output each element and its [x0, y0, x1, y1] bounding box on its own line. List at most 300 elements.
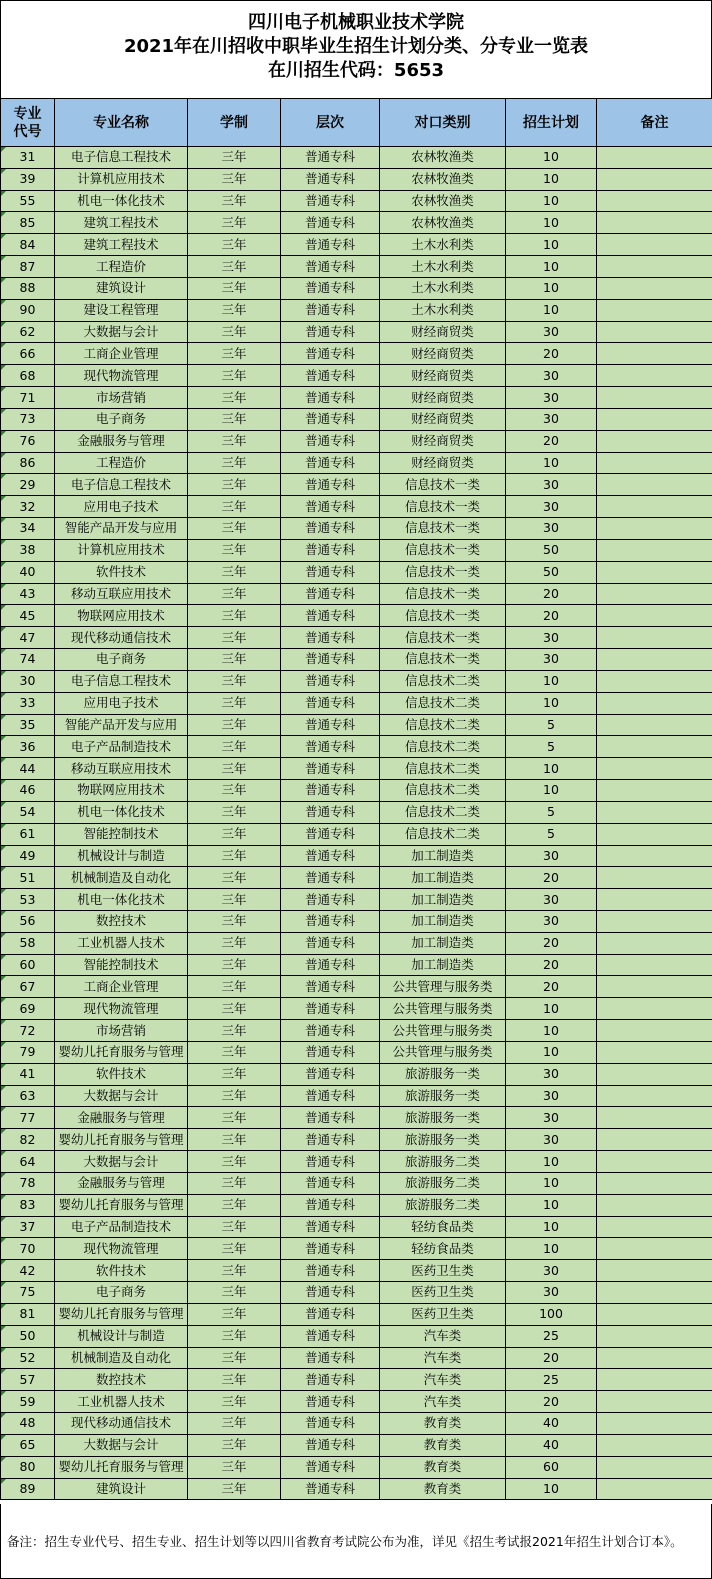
category-cell: 加工制造类: [380, 932, 506, 954]
plan-cell: 20: [506, 954, 597, 976]
plan-cell: 20: [506, 932, 597, 954]
duration-cell: 三年: [188, 365, 281, 387]
code-cell: 90: [1, 299, 55, 321]
category-cell: 信息技术一类: [380, 561, 506, 583]
duration-cell: 三年: [188, 780, 281, 802]
major-cell: 工业机器人技术: [55, 932, 188, 954]
code-cell: 87: [1, 256, 55, 278]
code-cell: 61: [1, 823, 55, 845]
duration-cell: 三年: [188, 627, 281, 649]
major-cell: 建筑工程技术: [55, 212, 188, 234]
category-cell: 汽车类: [380, 1347, 506, 1369]
category-cell: 信息技术二类: [380, 823, 506, 845]
remark-cell: [597, 408, 712, 430]
duration-cell: 三年: [188, 190, 281, 212]
table-row: [1, 1478, 712, 1500]
table-row: [1, 321, 712, 343]
duration-cell: 三年: [188, 343, 281, 365]
remark-cell: [597, 736, 712, 758]
remark-cell: [597, 539, 712, 561]
plan-cell: 30: [506, 627, 597, 649]
title-block: [0, 0, 712, 98]
remark-cell: [597, 1020, 712, 1042]
table-row: [1, 343, 712, 365]
table-row: [1, 1260, 712, 1282]
duration-cell: 三年: [188, 1216, 281, 1238]
duration-cell: 三年: [188, 518, 281, 540]
remark-cell: [597, 1194, 712, 1216]
table-row: [1, 932, 712, 954]
table-row: [1, 845, 712, 867]
major-cell: 电子产品制造技术: [55, 736, 188, 758]
remark-cell: [597, 692, 712, 714]
header-category: 对口类别: [380, 99, 506, 147]
level-cell: 普通专科: [281, 518, 380, 540]
plan-cell: 25: [506, 1325, 597, 1347]
table-row: [1, 1369, 712, 1391]
code-cell: 33: [1, 692, 55, 714]
remark-cell: [597, 343, 712, 365]
category-cell: 土木水利类: [380, 277, 506, 299]
duration-cell: 三年: [188, 954, 281, 976]
code-cell: 48: [1, 1413, 55, 1435]
plan-cell: 10: [506, 1478, 597, 1500]
duration-cell: 三年: [188, 452, 281, 474]
level-cell: 普通专科: [281, 998, 380, 1020]
major-cell: 应用电子技术: [55, 496, 188, 518]
category-cell: 农林牧渔类: [380, 168, 506, 190]
remark-cell: [597, 780, 712, 802]
duration-cell: 三年: [188, 583, 281, 605]
level-cell: 普通专科: [281, 714, 380, 736]
major-cell: 建设工程管理: [55, 299, 188, 321]
level-cell: 普通专科: [281, 932, 380, 954]
level-cell: 普通专科: [281, 649, 380, 671]
duration-cell: 三年: [188, 889, 281, 911]
remark-cell: [597, 1434, 712, 1456]
duration-cell: 三年: [188, 692, 281, 714]
level-cell: 普通专科: [281, 780, 380, 802]
remark-cell: [597, 1369, 712, 1391]
level-cell: 普通专科: [281, 299, 380, 321]
duration-cell: 三年: [188, 1456, 281, 1478]
code-cell: 67: [1, 976, 55, 998]
level-cell: 普通专科: [281, 343, 380, 365]
duration-cell: 三年: [188, 408, 281, 430]
header-duration: 学制: [188, 99, 281, 147]
duration-cell: 三年: [188, 1347, 281, 1369]
remark-cell: [597, 976, 712, 998]
table-row: [1, 1085, 712, 1107]
plan-cell: 30: [506, 1085, 597, 1107]
major-cell: 现代物流管理: [55, 1238, 188, 1260]
plan-cell: 10: [506, 1041, 597, 1063]
remark-cell: [597, 277, 712, 299]
category-cell: 信息技术一类: [380, 649, 506, 671]
level-cell: 普通专科: [281, 1063, 380, 1085]
code-cell: 63: [1, 1085, 55, 1107]
header-remark: 备注: [597, 99, 712, 147]
duration-cell: 三年: [188, 1369, 281, 1391]
level-cell: 普通专科: [281, 1151, 380, 1173]
duration-cell: 三年: [188, 1107, 281, 1129]
table-row: [1, 954, 712, 976]
remark-cell: [597, 1478, 712, 1500]
remark-cell: [597, 998, 712, 1020]
plan-cell: 10: [506, 780, 597, 802]
plan-cell: 30: [506, 408, 597, 430]
duration-cell: 三年: [188, 561, 281, 583]
remark-cell: [597, 1282, 712, 1304]
plan-cell: 10: [506, 452, 597, 474]
table-row: [1, 1151, 712, 1173]
table-row: [1, 670, 712, 692]
duration-cell: 三年: [188, 649, 281, 671]
category-cell: 信息技术二类: [380, 801, 506, 823]
code-cell: 45: [1, 605, 55, 627]
category-cell: 信息技术二类: [380, 692, 506, 714]
table-row: [1, 561, 712, 583]
table-row: [1, 147, 712, 169]
table-row: [1, 430, 712, 452]
level-cell: 普通专科: [281, 1347, 380, 1369]
major-cell: 工商企业管理: [55, 343, 188, 365]
plan-cell: 10: [506, 299, 597, 321]
category-cell: 公共管理与服务类: [380, 998, 506, 1020]
remark-cell: [597, 1063, 712, 1085]
plan-cell: 30: [506, 474, 597, 496]
duration-cell: 三年: [188, 496, 281, 518]
major-cell: 计算机应用技术: [55, 539, 188, 561]
level-cell: 普通专科: [281, 758, 380, 780]
category-cell: 土木水利类: [380, 256, 506, 278]
table-body: [1, 147, 712, 1500]
plan-cell: 10: [506, 670, 597, 692]
table-row: [1, 539, 712, 561]
category-cell: 汽车类: [380, 1325, 506, 1347]
major-cell: 物联网应用技术: [55, 780, 188, 802]
plan-cell: 10: [506, 147, 597, 169]
major-cell: 智能控制技术: [55, 823, 188, 845]
code-cell: 41: [1, 1063, 55, 1085]
level-cell: 普通专科: [281, 147, 380, 169]
duration-cell: 三年: [188, 1041, 281, 1063]
code-cell: 34: [1, 518, 55, 540]
plan-cell: 30: [506, 496, 597, 518]
major-cell: 大数据与会计: [55, 1151, 188, 1173]
major-cell: 婴幼儿托育服务与管理: [55, 1303, 188, 1325]
code-cell: 73: [1, 408, 55, 430]
duration-cell: 三年: [188, 976, 281, 998]
plan-cell: 30: [506, 1063, 597, 1085]
table-row: [1, 256, 712, 278]
duration-cell: 三年: [188, 256, 281, 278]
level-cell: 普通专科: [281, 1107, 380, 1129]
plan-cell: 20: [506, 976, 597, 998]
level-cell: 普通专科: [281, 801, 380, 823]
major-cell: 移动互联应用技术: [55, 583, 188, 605]
remark-cell: [597, 365, 712, 387]
level-cell: 普通专科: [281, 845, 380, 867]
table-row: [1, 867, 712, 889]
duration-cell: 三年: [188, 845, 281, 867]
duration-cell: 三年: [188, 1391, 281, 1413]
remark-cell: [597, 190, 712, 212]
code-cell: 53: [1, 889, 55, 911]
major-cell: 电子商务: [55, 1282, 188, 1304]
duration-cell: 三年: [188, 823, 281, 845]
remark-cell: [597, 627, 712, 649]
table-row: [1, 452, 712, 474]
major-cell: 智能控制技术: [55, 954, 188, 976]
remark-cell: [597, 256, 712, 278]
code-cell: 78: [1, 1172, 55, 1194]
remark-cell: [597, 1107, 712, 1129]
plan-cell: 5: [506, 801, 597, 823]
duration-cell: 三年: [188, 1238, 281, 1260]
table-row: [1, 408, 712, 430]
category-cell: 土木水利类: [380, 234, 506, 256]
category-cell: 加工制造类: [380, 954, 506, 976]
table-row: [1, 299, 712, 321]
remark-cell: [597, 758, 712, 780]
major-cell: 市场营销: [55, 387, 188, 409]
plan-cell: 20: [506, 583, 597, 605]
remark-cell: [597, 714, 712, 736]
category-cell: 农林牧渔类: [380, 147, 506, 169]
duration-cell: 三年: [188, 168, 281, 190]
level-cell: 普通专科: [281, 627, 380, 649]
table-row: [1, 649, 712, 671]
level-cell: 普通专科: [281, 496, 380, 518]
major-cell: 电子信息工程技术: [55, 670, 188, 692]
remark-cell: [597, 1303, 712, 1325]
header-level: 层次: [281, 99, 380, 147]
category-cell: 财经商贸类: [380, 408, 506, 430]
plan-cell: 30: [506, 910, 597, 932]
level-cell: 普通专科: [281, 736, 380, 758]
level-cell: 普通专科: [281, 365, 380, 387]
table-row: [1, 1456, 712, 1478]
category-cell: 信息技术二类: [380, 714, 506, 736]
category-cell: 信息技术一类: [380, 496, 506, 518]
category-cell: 公共管理与服务类: [380, 1041, 506, 1063]
category-cell: 财经商贸类: [380, 430, 506, 452]
major-cell: 电子信息工程技术: [55, 474, 188, 496]
category-cell: 信息技术二类: [380, 780, 506, 802]
table-row: [1, 627, 712, 649]
major-cell: 机电一体化技术: [55, 801, 188, 823]
major-cell: 软件技术: [55, 561, 188, 583]
level-cell: 普通专科: [281, 1391, 380, 1413]
code-cell: 51: [1, 867, 55, 889]
code-cell: 71: [1, 387, 55, 409]
code-cell: 37: [1, 1216, 55, 1238]
category-cell: 轻纺食品类: [380, 1238, 506, 1260]
table-row: [1, 496, 712, 518]
code-cell: 58: [1, 932, 55, 954]
major-cell: 现代物流管理: [55, 365, 188, 387]
level-cell: 普通专科: [281, 867, 380, 889]
code-cell: 62: [1, 321, 55, 343]
code-cell: 38: [1, 539, 55, 561]
remark-cell: [597, 1456, 712, 1478]
table-row: [1, 365, 712, 387]
plan-cell: 5: [506, 823, 597, 845]
major-cell: 工商企业管理: [55, 976, 188, 998]
code-cell: 66: [1, 343, 55, 365]
level-cell: 普通专科: [281, 452, 380, 474]
category-cell: 旅游服务一类: [380, 1107, 506, 1129]
level-cell: 普通专科: [281, 430, 380, 452]
table-row: [1, 605, 712, 627]
plan-cell: 20: [506, 343, 597, 365]
table-row: [1, 1129, 712, 1151]
header-plan: 招生计划: [506, 99, 597, 147]
enrollment-code: 在川招生代码：5653: [267, 60, 445, 81]
level-cell: 普通专科: [281, 583, 380, 605]
level-cell: 普通专科: [281, 1041, 380, 1063]
plan-cell: 20: [506, 430, 597, 452]
table-row: [1, 1303, 712, 1325]
remark-cell: [597, 430, 712, 452]
category-cell: 加工制造类: [380, 845, 506, 867]
plan-cell: 10: [506, 1238, 597, 1260]
duration-cell: 三年: [188, 867, 281, 889]
remark-cell: [597, 649, 712, 671]
plan-cell: 10: [506, 758, 597, 780]
code-cell: 65: [1, 1434, 55, 1456]
code-cell: 47: [1, 627, 55, 649]
table-row: [1, 1063, 712, 1085]
level-cell: 普通专科: [281, 1434, 380, 1456]
code-cell: 54: [1, 801, 55, 823]
duration-cell: 三年: [188, 234, 281, 256]
code-cell: 83: [1, 1194, 55, 1216]
category-cell: 加工制造类: [380, 867, 506, 889]
category-cell: 加工制造类: [380, 889, 506, 911]
table-row: [1, 583, 712, 605]
table-row: [1, 910, 712, 932]
major-cell: 软件技术: [55, 1260, 188, 1282]
major-cell: 工程造价: [55, 256, 188, 278]
code-cell: 79: [1, 1041, 55, 1063]
level-cell: 普通专科: [281, 321, 380, 343]
plan-cell: 30: [506, 1107, 597, 1129]
remark-cell: [597, 1325, 712, 1347]
major-cell: 金融服务与管理: [55, 430, 188, 452]
major-cell: 金融服务与管理: [55, 1107, 188, 1129]
remark-cell: [597, 1260, 712, 1282]
table-row: [1, 714, 712, 736]
level-cell: 普通专科: [281, 561, 380, 583]
plan-cell: 10: [506, 212, 597, 234]
table-row: [1, 976, 712, 998]
duration-cell: 三年: [188, 299, 281, 321]
remark-cell: [597, 889, 712, 911]
category-cell: 教育类: [380, 1413, 506, 1435]
major-cell: 数控技术: [55, 1369, 188, 1391]
level-cell: 普通专科: [281, 474, 380, 496]
category-cell: 信息技术一类: [380, 474, 506, 496]
code-cell: 46: [1, 780, 55, 802]
duration-cell: 三年: [188, 277, 281, 299]
major-cell: 机械制造及自动化: [55, 1347, 188, 1369]
duration-cell: 三年: [188, 605, 281, 627]
plan-cell: 30: [506, 845, 597, 867]
level-cell: 普通专科: [281, 976, 380, 998]
duration-cell: 三年: [188, 736, 281, 758]
duration-cell: 三年: [188, 1478, 281, 1500]
remark-cell: [597, 1151, 712, 1173]
remark-cell: [597, 670, 712, 692]
level-cell: 普通专科: [281, 168, 380, 190]
level-cell: 普通专科: [281, 1260, 380, 1282]
category-cell: 信息技术二类: [380, 670, 506, 692]
category-cell: 财经商贸类: [380, 321, 506, 343]
duration-cell: 三年: [188, 910, 281, 932]
major-cell: 现代移动通信技术: [55, 627, 188, 649]
major-cell: 电子产品制造技术: [55, 1216, 188, 1238]
major-cell: 数控技术: [55, 910, 188, 932]
level-cell: 普通专科: [281, 670, 380, 692]
remark-cell: [597, 168, 712, 190]
plan-cell: 50: [506, 561, 597, 583]
remark-cell: [597, 932, 712, 954]
code-cell: 50: [1, 1325, 55, 1347]
major-cell: 工程造价: [55, 452, 188, 474]
major-cell: 智能产品开发与应用: [55, 518, 188, 540]
table-row: [1, 1194, 712, 1216]
code-cell: 74: [1, 649, 55, 671]
category-cell: 农林牧渔类: [380, 190, 506, 212]
duration-cell: 三年: [188, 1260, 281, 1282]
level-cell: 普通专科: [281, 256, 380, 278]
table-row: [1, 1282, 712, 1304]
table-row: [1, 692, 712, 714]
category-cell: 公共管理与服务类: [380, 976, 506, 998]
code-cell: 82: [1, 1129, 55, 1151]
duration-cell: 三年: [188, 1325, 281, 1347]
table-row: [1, 474, 712, 496]
table-row: [1, 1434, 712, 1456]
code-cell: 85: [1, 212, 55, 234]
plan-cell: 10: [506, 1151, 597, 1173]
major-cell: 电子商务: [55, 408, 188, 430]
code-cell: 64: [1, 1151, 55, 1173]
major-cell: 金融服务与管理: [55, 1172, 188, 1194]
code-cell: 40: [1, 561, 55, 583]
table-row: [1, 1238, 712, 1260]
code-cell: 32: [1, 496, 55, 518]
plan-cell: 50: [506, 539, 597, 561]
enrollment-table: [0, 98, 712, 1500]
table-row: [1, 780, 712, 802]
code-cell: 44: [1, 758, 55, 780]
plan-cell: 10: [506, 190, 597, 212]
plan-cell: 5: [506, 714, 597, 736]
level-cell: 普通专科: [281, 1085, 380, 1107]
major-cell: 物联网应用技术: [55, 605, 188, 627]
table-row: [1, 823, 712, 845]
code-cell: 70: [1, 1238, 55, 1260]
duration-cell: 三年: [188, 1085, 281, 1107]
remark-cell: [597, 954, 712, 976]
category-cell: 财经商贸类: [380, 452, 506, 474]
table-row: [1, 1391, 712, 1413]
table-row: [1, 1216, 712, 1238]
level-cell: 普通专科: [281, 1413, 380, 1435]
